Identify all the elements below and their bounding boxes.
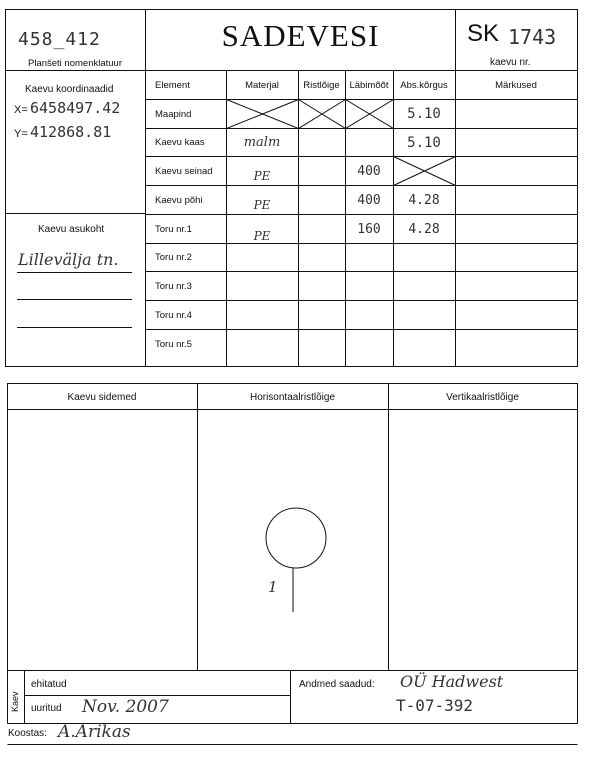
table-cell-materjal: PE [253, 169, 271, 183]
coords-label: Kaevu koordinaadid [25, 84, 114, 95]
y-label: Y= [14, 128, 28, 140]
plan-label: Planšeti nomenklatuur [28, 58, 122, 69]
table-cell-abs: 5.10 [407, 134, 441, 151]
table-row-element: Toru nr.3 [155, 280, 192, 292]
table-row-element: Toru nr.2 [155, 252, 192, 263]
y-value: 412868.81 [30, 123, 112, 141]
andmed-value-2: T-07-392 [396, 696, 474, 715]
sk-number: 1743 [508, 25, 557, 49]
col-header-labimoot: Läbimõõt [349, 79, 389, 91]
table-cell-materjal: malm [243, 135, 281, 150]
table-row-element: Toru nr.4 [155, 309, 192, 321]
table-row-element: Toru nr.5 [155, 338, 192, 350]
ehitatud-label: ehitatud [31, 679, 67, 690]
table-row-element: Kaevu põhi [155, 194, 203, 206]
col-kaevu-sidemed: Kaevu sidemed [67, 392, 137, 403]
col-horisontaalristloige: Horisontaalristlõige [249, 392, 336, 403]
andmed-value-1: OÜ Hadwest [400, 672, 504, 691]
koostas-value: A.Arikas [58, 722, 131, 742]
table-row-element: Maapind [155, 108, 192, 120]
col-header-markused: Märkused [495, 79, 537, 91]
location-label: Kaevu asukoht [38, 224, 105, 235]
pipe-number-label: 1 [268, 578, 278, 596]
uuritud-value: Nov. 2007 [82, 697, 169, 717]
table-cell-materjal: PE [253, 198, 271, 212]
table-cell-abs: 4.28 [408, 192, 440, 208]
table-cell-labimoot: 400 [357, 163, 381, 179]
well-number-label: kaevu nr. [490, 57, 531, 68]
plan-number: 458_412 [18, 29, 101, 50]
col-header-abs-korgus: Abs.kõrgus [400, 79, 448, 91]
table-cell-labimoot: 160 [357, 221, 381, 237]
table-cell-abs: 5.10 [407, 106, 441, 122]
table-row-element: Toru nr.1 [155, 223, 192, 235]
page-title: SADEVESI [221, 18, 380, 53]
col-vertikaalristloige: Vertikaalristlõige [446, 392, 519, 403]
manhole-circle [266, 508, 326, 568]
col-header-materjal: Materjal [245, 79, 279, 91]
uuritud-label: uuritud [31, 703, 62, 714]
table-row-element: Kaevu seinad [155, 165, 213, 177]
table-cell-materjal: PE [253, 229, 271, 243]
location-value: Lilleväljа tn. [18, 250, 119, 269]
col-header-element: Element [155, 79, 190, 91]
sk-prefix: SK [467, 20, 500, 47]
kaev-label: Kaev [10, 691, 20, 712]
x-value: 6458497.42 [30, 99, 121, 117]
x-label: X= [14, 104, 28, 116]
andmed-label: Andmed saadud: [299, 679, 375, 690]
table-cell-labimoot: 400 [357, 192, 381, 208]
koostas-label: Koostas: [8, 728, 47, 739]
col-header-ristloige: Ristlõige [303, 79, 340, 91]
table-cell-abs: 4.28 [408, 221, 440, 237]
table-row-element: Kaevu kaas [155, 137, 205, 148]
